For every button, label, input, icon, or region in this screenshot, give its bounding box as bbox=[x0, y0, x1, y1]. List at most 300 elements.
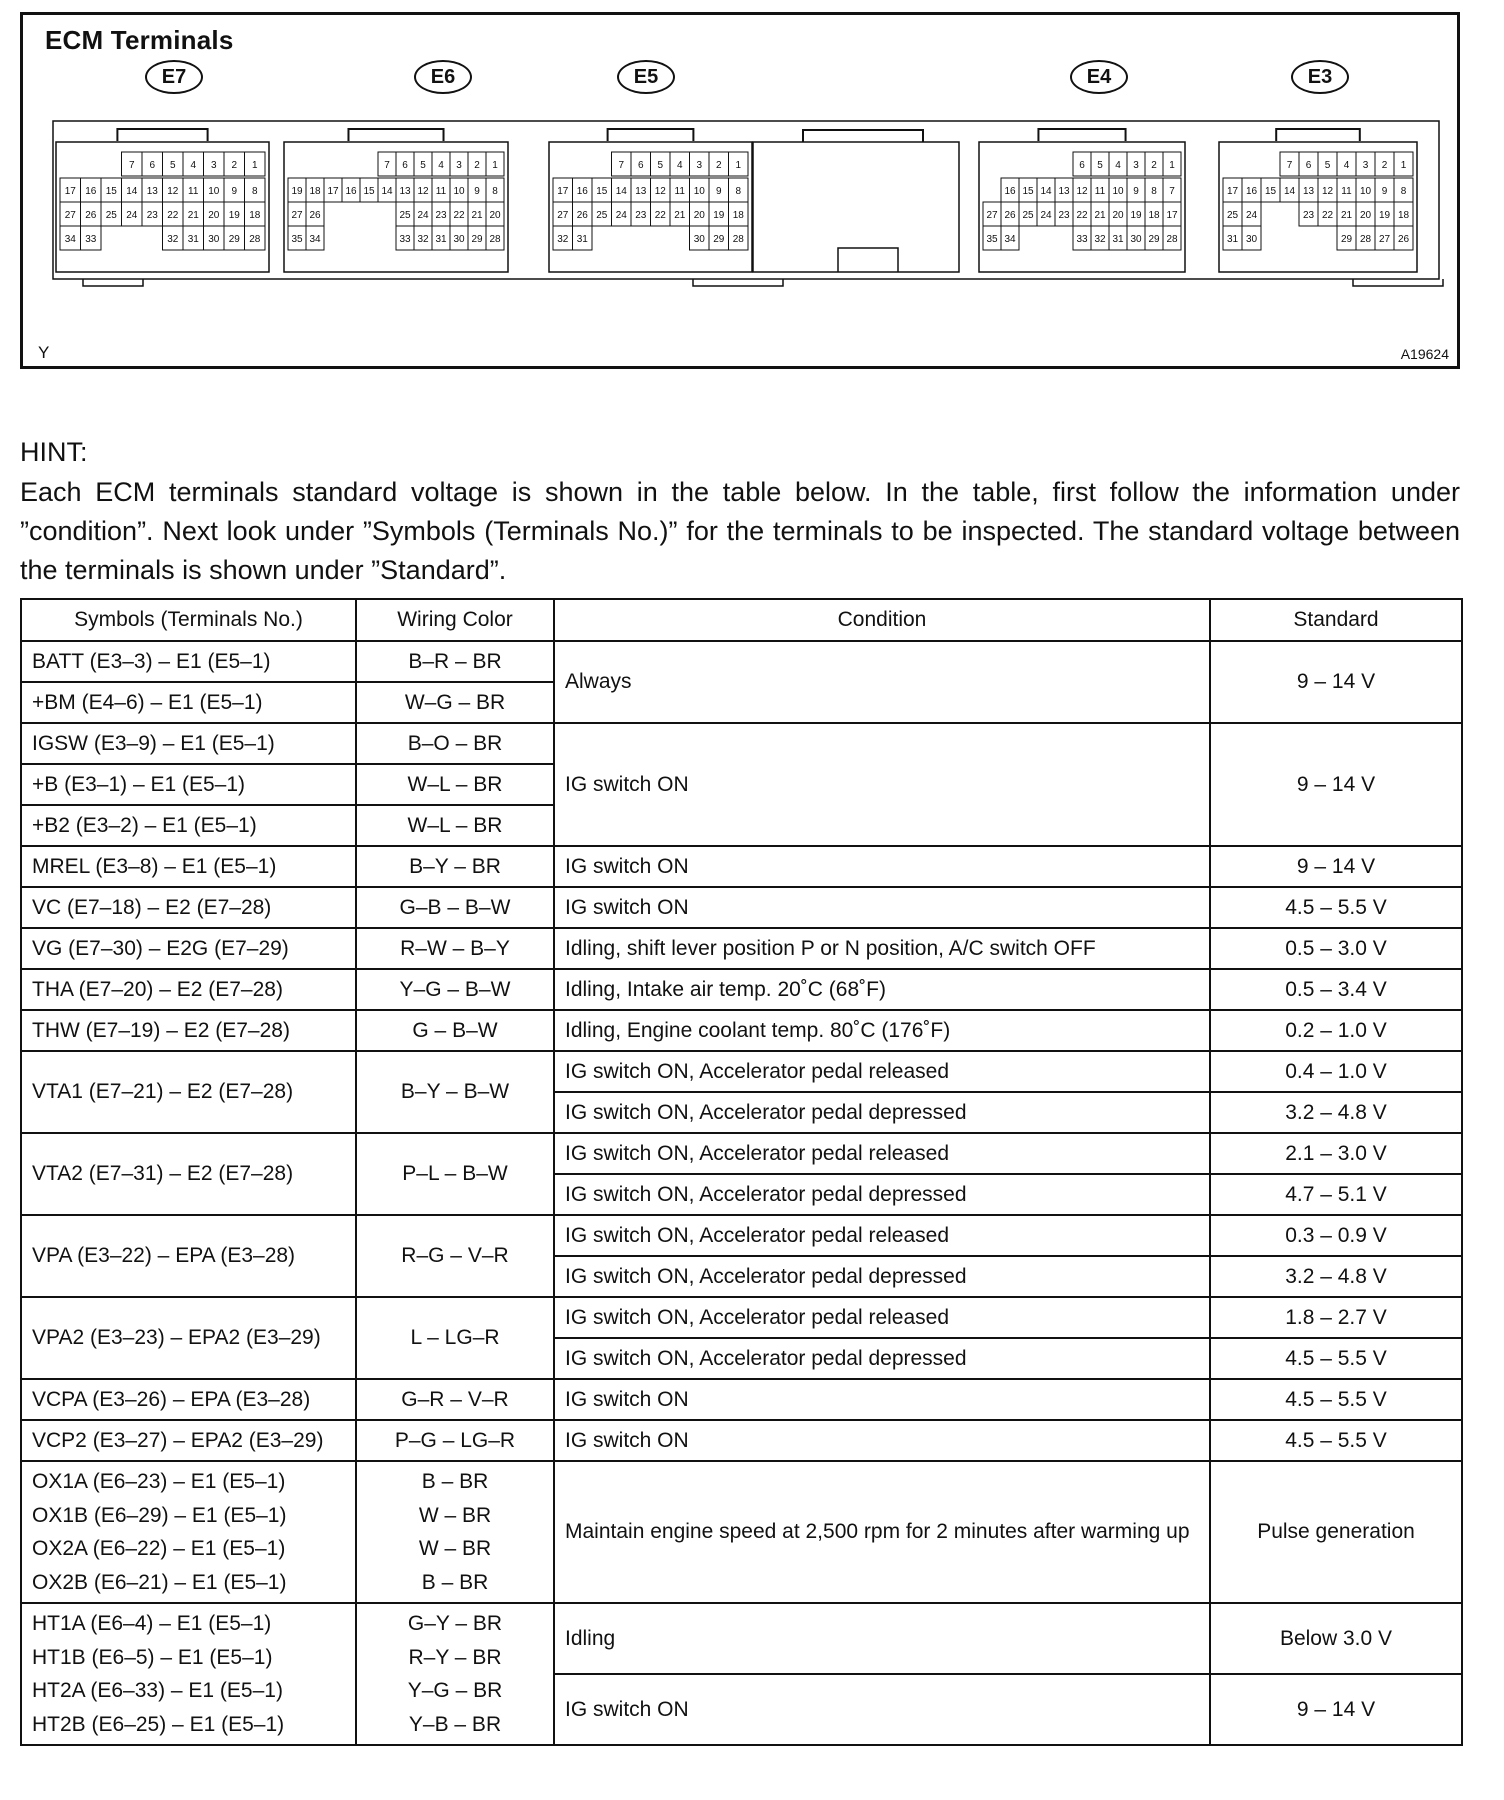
symbol-line: HT2B (E6–25) – E1 (E5–1) bbox=[32, 1712, 285, 1736]
pin-number: 20 bbox=[1112, 210, 1124, 221]
pin-number: 23 bbox=[635, 210, 647, 221]
pin-number: 11 bbox=[435, 186, 447, 197]
pin-number: 16 bbox=[1004, 186, 1016, 197]
housing-tab bbox=[693, 279, 783, 286]
pin-number: 21 bbox=[1094, 210, 1106, 221]
pin-number: 17 bbox=[557, 186, 569, 197]
connector-key bbox=[1276, 129, 1360, 141]
pin-number: 33 bbox=[1076, 234, 1088, 245]
header-standard: Standard bbox=[1210, 599, 1462, 641]
pin-number: 21 bbox=[1340, 210, 1353, 221]
wiring-color-cell: R–W – B–Y bbox=[356, 928, 554, 969]
pin-number: 13 bbox=[399, 186, 411, 197]
pin-number: 16 bbox=[576, 186, 588, 197]
symbol-cell: VCPA (E3–26) – EPA (E3–28) bbox=[21, 1379, 356, 1420]
connector-diagram bbox=[23, 15, 1457, 366]
pin-number: 2 bbox=[474, 160, 480, 171]
symbol-line: HT1B (E6–5) – E1 (E5–1) bbox=[32, 1645, 273, 1669]
pin-number: 7 bbox=[618, 160, 625, 171]
connector-label-e4: E4 bbox=[1070, 60, 1128, 94]
pin-number: 3 bbox=[456, 160, 462, 171]
table-row bbox=[21, 1461, 1462, 1603]
wiring-color-cell: B–O – BR bbox=[356, 723, 554, 764]
table-row bbox=[21, 723, 1462, 764]
pin-number: 33 bbox=[399, 234, 411, 245]
standard-cell: 4.5 – 5.5 V bbox=[1210, 1420, 1462, 1461]
center-block-key bbox=[803, 130, 923, 142]
pin-number: 10 bbox=[693, 186, 705, 197]
condition-cell: IG switch ON bbox=[554, 846, 1210, 887]
pin-number: 15 bbox=[1022, 186, 1034, 197]
table-row bbox=[21, 1379, 1462, 1420]
pin-number: 29 bbox=[228, 234, 240, 245]
pin-number: 10 bbox=[208, 186, 220, 197]
pin-number: 4 bbox=[1115, 160, 1121, 171]
pin-number: 27 bbox=[64, 210, 76, 221]
symbol-line: HT1A (E6–4) – E1 (E5–1) bbox=[32, 1612, 272, 1635]
symbol-cell: BATT (E3–3) – E1 (E5–1) bbox=[21, 641, 356, 682]
standard-cell: 4.5 – 5.5 V bbox=[1210, 1338, 1462, 1379]
figure-corner-letter: Y bbox=[38, 343, 50, 362]
condition-cell: IG switch ON, Accelerator pedal released bbox=[554, 1051, 1210, 1092]
pin-number: 20 bbox=[489, 210, 501, 221]
pin-number: 25 bbox=[105, 210, 117, 221]
pin-number: 26 bbox=[1397, 234, 1410, 245]
pin-number: 9 bbox=[474, 186, 480, 197]
condition-cell: IG switch ON bbox=[554, 1420, 1210, 1461]
wiring-color-cell: L – LG–R bbox=[356, 1297, 554, 1379]
wiring-color-cell: P–L – B–W bbox=[356, 1133, 554, 1215]
pin-number: 3 bbox=[210, 160, 217, 171]
table-row bbox=[21, 846, 1462, 887]
pin-number: 12 bbox=[654, 186, 666, 197]
pin-number: 7 bbox=[384, 160, 390, 171]
pin-number: 28 bbox=[489, 234, 501, 245]
symbol-cell: THA (E7–20) – E2 (E7–28) bbox=[21, 969, 356, 1010]
wiring-color-cell: G–B – B–W bbox=[356, 887, 554, 928]
symbol-line: OX1A (E6–23) – E1 (E5–1) bbox=[32, 1470, 286, 1493]
connector-key bbox=[608, 129, 694, 141]
pin-number: 15 bbox=[363, 186, 375, 197]
symbol-cell: THW (E7–19) – E2 (E7–28) bbox=[21, 1010, 356, 1051]
pin-number: 14 bbox=[1283, 186, 1296, 197]
table-row bbox=[21, 1297, 1462, 1338]
pin-number: 32 bbox=[1094, 234, 1106, 245]
wiring-color-cell: G – B–W bbox=[356, 1010, 554, 1051]
pin-number: 17 bbox=[327, 186, 339, 197]
pin-number: 15 bbox=[1264, 186, 1277, 197]
pin-number: 5 bbox=[1324, 160, 1331, 171]
standard-cell: 3.2 – 4.8 V bbox=[1210, 1256, 1462, 1297]
condition-cell: IG switch ON bbox=[554, 1674, 1210, 1745]
pin-number: 1 bbox=[1169, 160, 1175, 171]
symbol-cell: +BM (E4–6) – E1 (E5–1) bbox=[21, 682, 356, 723]
pin-number: 29 bbox=[1340, 234, 1353, 245]
standard-cell: 2.1 – 3.0 V bbox=[1210, 1133, 1462, 1174]
pin-number: 17 bbox=[1166, 210, 1178, 221]
color-line: B – BR bbox=[421, 1570, 489, 1594]
pin-number: 27 bbox=[291, 210, 303, 221]
figure-title: ECM Terminals bbox=[45, 25, 234, 55]
pin-number: 7 bbox=[128, 160, 135, 171]
pin-number: 7 bbox=[1286, 160, 1293, 171]
color-line: G–Y – BR bbox=[407, 1612, 503, 1635]
pin-number: 26 bbox=[576, 210, 588, 221]
pin-number: 15 bbox=[105, 186, 117, 197]
pin-number: 3 bbox=[1133, 160, 1139, 171]
pin-number: 18 bbox=[732, 210, 744, 221]
hint-heading: HINT: bbox=[20, 437, 88, 467]
wiring-color-cell: B–R – BR bbox=[356, 641, 554, 682]
pin-number: 31 bbox=[1226, 234, 1239, 245]
pin-number: 4 bbox=[1343, 160, 1350, 171]
standard-cell: Below 3.0 V bbox=[1210, 1603, 1462, 1674]
pin-number: 6 bbox=[1079, 160, 1085, 171]
table-row bbox=[21, 1603, 1462, 1674]
standard-cell: 0.4 – 1.0 V bbox=[1210, 1051, 1462, 1092]
connector-label-e3: E3 bbox=[1291, 60, 1349, 94]
pin-number: 21 bbox=[187, 210, 199, 221]
pin-number: 25 bbox=[596, 210, 608, 221]
standard-cell: 0.3 – 0.9 V bbox=[1210, 1215, 1462, 1256]
wiring-color-cell: P–G – LG–R bbox=[356, 1420, 554, 1461]
pin-number: 4 bbox=[190, 160, 197, 171]
table-row bbox=[21, 1010, 1462, 1051]
table-row bbox=[21, 887, 1462, 928]
symbol-cell: MREL (E3–8) – E1 (E5–1) bbox=[21, 846, 356, 887]
pin-number: 11 bbox=[674, 186, 685, 197]
symbol-cell: VPA (E3–22) – EPA (E3–28) bbox=[21, 1215, 356, 1297]
pin-number: 17 bbox=[1226, 186, 1239, 197]
pin-number: 23 bbox=[1058, 210, 1070, 221]
pin-number: 24 bbox=[1040, 210, 1052, 221]
pin-number: 19 bbox=[291, 186, 303, 197]
pin-number: 4 bbox=[676, 160, 683, 171]
condition-cell: IG switch ON, Accelerator pedal depressed bbox=[554, 1256, 1210, 1297]
symbol-cell: VG (E7–30) – E2G (E7–29) bbox=[21, 928, 356, 969]
pin-number: 34 bbox=[1004, 234, 1016, 245]
pin-number: 22 bbox=[167, 210, 179, 221]
symbol-line: OX2A (E6–22) – E1 (E5–1) bbox=[32, 1537, 286, 1560]
pin-number: 27 bbox=[1378, 234, 1391, 245]
connector-label-e6: E6 bbox=[414, 60, 472, 94]
pin-number: 5 bbox=[169, 160, 176, 171]
symbol-cell: VC (E7–18) – E2 (E7–28) bbox=[21, 887, 356, 928]
housing-tab bbox=[83, 279, 143, 286]
wiring-color-cell: W–L – BR bbox=[356, 805, 554, 846]
wiring-color-cell bbox=[356, 1461, 554, 1603]
pin-number: 19 bbox=[713, 210, 725, 221]
pin-number: 32 bbox=[557, 234, 569, 245]
symbol-cell bbox=[21, 1461, 356, 1603]
standard-cell: Pulse generation bbox=[1210, 1461, 1462, 1603]
pin-number: 30 bbox=[693, 234, 705, 245]
table-row bbox=[21, 641, 1462, 682]
condition-cell: Idling, shift lever position P or N position, A/C switch OFF bbox=[554, 928, 1210, 969]
pin-number: 23 bbox=[435, 210, 447, 221]
color-line: W – BR bbox=[418, 1503, 492, 1527]
ecm-terminal-table bbox=[20, 598, 1463, 1746]
color-line: R–Y – BR bbox=[408, 1645, 502, 1669]
pin-number: 19 bbox=[228, 210, 240, 221]
pin-number: 27 bbox=[986, 210, 998, 221]
pin-number: 10 bbox=[453, 186, 465, 197]
pin-number: 33 bbox=[85, 234, 97, 245]
pin-number: 2 bbox=[231, 160, 238, 171]
connector-key bbox=[1038, 129, 1125, 141]
pin-number: 18 bbox=[1148, 210, 1160, 221]
symbol-cell: VPA2 (E3–23) – EPA2 (E3–29) bbox=[21, 1297, 356, 1379]
pin-number: 11 bbox=[1341, 186, 1352, 197]
color-line: Y–G – BR bbox=[407, 1679, 503, 1702]
pin-number: 21 bbox=[674, 210, 686, 221]
pin-number: 35 bbox=[986, 234, 998, 245]
wiring-color-cell: B–Y – B–W bbox=[356, 1051, 554, 1133]
pin-number: 19 bbox=[1378, 210, 1391, 221]
color-line: W – BR bbox=[418, 1537, 492, 1560]
pin-number: 8 bbox=[1400, 186, 1407, 197]
symbol-cell: VTA1 (E7–21) – E2 (E7–28) bbox=[21, 1051, 356, 1133]
pin-number: 3 bbox=[696, 160, 703, 171]
header-condition: Condition bbox=[554, 599, 1210, 641]
pin-number: 8 bbox=[1151, 186, 1157, 197]
connector-label-e5: E5 bbox=[617, 60, 675, 94]
pin-number: 32 bbox=[417, 234, 429, 245]
symbol-cell: VTA2 (E7–31) – E2 (E7–28) bbox=[21, 1133, 356, 1215]
pin-number: 17 bbox=[64, 186, 76, 197]
pin-number: 31 bbox=[576, 234, 588, 245]
pin-number: 19 bbox=[1130, 210, 1142, 221]
pin-number: 6 bbox=[637, 160, 644, 171]
pin-number: 24 bbox=[615, 210, 627, 221]
symbol-cell: +B (E3–1) – E1 (E5–1) bbox=[21, 764, 356, 805]
condition-cell: Idling, Engine coolant temp. 80˚C (176˚F) bbox=[554, 1010, 1210, 1051]
pin-number: 34 bbox=[64, 234, 76, 245]
pin-number: 2 bbox=[1381, 160, 1388, 171]
pin-number: 32 bbox=[167, 234, 179, 245]
pin-number: 16 bbox=[345, 186, 357, 197]
color-line: Y–B – BR bbox=[408, 1712, 502, 1736]
table-row bbox=[21, 1215, 1462, 1256]
pin-number: 14 bbox=[126, 186, 138, 197]
pin-number: 28 bbox=[732, 234, 744, 245]
pin-number: 18 bbox=[1397, 210, 1410, 221]
pin-number: 1 bbox=[492, 160, 498, 171]
pin-number: 13 bbox=[1058, 186, 1070, 197]
pin-number: 6 bbox=[402, 160, 408, 171]
pin-number: 16 bbox=[85, 186, 97, 197]
pin-number: 14 bbox=[381, 186, 393, 197]
symbol-line: HT2A (E6–33) – E1 (E5–1) bbox=[32, 1679, 283, 1702]
pin-number: 22 bbox=[654, 210, 666, 221]
pin-number: 29 bbox=[1148, 234, 1160, 245]
pin-number: 1 bbox=[251, 160, 258, 171]
pin-number: 35 bbox=[291, 234, 303, 245]
pin-number: 10 bbox=[1112, 186, 1124, 197]
condition-cell: IG switch ON, Accelerator pedal released bbox=[554, 1215, 1210, 1256]
wiring-color-cell: W–L – BR bbox=[356, 764, 554, 805]
table-row bbox=[21, 969, 1462, 1010]
table-row bbox=[21, 928, 1462, 969]
wiring-color-cell: R–G – V–R bbox=[356, 1215, 554, 1297]
standard-cell: 9 – 14 V bbox=[1210, 846, 1462, 887]
pin-number: 20 bbox=[208, 210, 220, 221]
wiring-color-cell: Y–G – B–W bbox=[356, 969, 554, 1010]
table-row bbox=[21, 1133, 1462, 1174]
table-row bbox=[21, 1051, 1462, 1092]
pin-number: 20 bbox=[693, 210, 705, 221]
pin-number: 4 bbox=[438, 160, 444, 171]
condition-cell: IG switch ON bbox=[554, 887, 1210, 928]
condition-cell: Idling bbox=[554, 1603, 1210, 1674]
standard-cell: 0.5 – 3.4 V bbox=[1210, 969, 1462, 1010]
connector-key bbox=[117, 129, 207, 141]
symbol-cell: +B2 (E3–2) – E1 (E5–1) bbox=[21, 805, 356, 846]
pin-number: 12 bbox=[167, 186, 179, 197]
pin-number: 7 bbox=[1169, 186, 1175, 197]
pin-number: 12 bbox=[417, 186, 429, 197]
standard-cell: 4.5 – 5.5 V bbox=[1210, 1379, 1462, 1420]
pin-number: 26 bbox=[309, 210, 321, 221]
pin-number: 24 bbox=[126, 210, 138, 221]
pin-number: 25 bbox=[1022, 210, 1034, 221]
pin-number: 24 bbox=[417, 210, 429, 221]
standard-cell: 1.8 – 2.7 V bbox=[1210, 1297, 1462, 1338]
pin-number: 18 bbox=[249, 210, 261, 221]
pin-number: 29 bbox=[713, 234, 725, 245]
pin-number: 9 bbox=[1133, 186, 1139, 197]
color-line: B – BR bbox=[421, 1470, 489, 1493]
condition-cell: Idling, Intake air temp. 20˚C (68˚F) bbox=[554, 969, 1210, 1010]
pin-number: 31 bbox=[1112, 234, 1124, 245]
wiring-color-cell: W–G – BR bbox=[356, 682, 554, 723]
header-symbols: Symbols (Terminals No.) bbox=[21, 599, 356, 641]
pin-number: 25 bbox=[399, 210, 411, 221]
table-header-row bbox=[21, 599, 1462, 641]
condition-cell: IG switch ON bbox=[554, 723, 1210, 846]
pin-number: 28 bbox=[1166, 234, 1178, 245]
standard-cell: 9 – 14 V bbox=[1210, 723, 1462, 846]
pin-number: 21 bbox=[471, 210, 483, 221]
condition-cell: IG switch ON, Accelerator pedal released bbox=[554, 1133, 1210, 1174]
pin-number: 28 bbox=[1359, 234, 1372, 245]
pin-number: 26 bbox=[85, 210, 97, 221]
symbol-line: OX2B (E6–21) – E1 (E5–1) bbox=[32, 1570, 287, 1594]
pin-number: 34 bbox=[309, 234, 321, 245]
pin-number: 9 bbox=[231, 186, 238, 197]
pin-number: 23 bbox=[1302, 210, 1315, 221]
housing-tab bbox=[1353, 279, 1443, 286]
pin-number: 14 bbox=[615, 186, 627, 197]
wiring-color-cell: B–Y – BR bbox=[356, 846, 554, 887]
pin-number: 13 bbox=[1302, 186, 1315, 197]
pin-number: 30 bbox=[1245, 234, 1258, 245]
pin-number: 30 bbox=[453, 234, 465, 245]
condition-cell: IG switch ON, Accelerator pedal released bbox=[554, 1297, 1210, 1338]
wiring-color-cell bbox=[356, 1603, 554, 1745]
pin-number: 8 bbox=[735, 186, 742, 197]
pin-number: 8 bbox=[251, 186, 258, 197]
pin-number: 9 bbox=[1381, 186, 1388, 197]
connector-key bbox=[348, 129, 443, 141]
symbol-cell: VCP2 (E3–27) – EPA2 (E3–29) bbox=[21, 1420, 356, 1461]
standard-cell: 9 – 14 V bbox=[1210, 1674, 1462, 1745]
pin-number: 30 bbox=[1130, 234, 1142, 245]
pin-number: 16 bbox=[1245, 186, 1258, 197]
pin-number: 22 bbox=[453, 210, 465, 221]
ecm-terminals-figure bbox=[20, 12, 1460, 369]
standard-cell: 3.2 – 4.8 V bbox=[1210, 1092, 1462, 1133]
symbol-cell: IGSW (E3–9) – E1 (E5–1) bbox=[21, 723, 356, 764]
pin-number: 26 bbox=[1004, 210, 1016, 221]
pin-number: 5 bbox=[1097, 160, 1103, 171]
pin-number: 1 bbox=[735, 160, 742, 171]
pin-number: 22 bbox=[1321, 210, 1334, 221]
standard-cell: 9 – 14 V bbox=[1210, 641, 1462, 723]
center-block bbox=[753, 142, 959, 272]
pin-number: 9 bbox=[715, 186, 722, 197]
standard-cell: 4.7 – 5.1 V bbox=[1210, 1174, 1462, 1215]
pin-number: 11 bbox=[188, 186, 199, 197]
condition-cell: IG switch ON, Accelerator pedal depressed bbox=[554, 1338, 1210, 1379]
pin-number: 29 bbox=[471, 234, 483, 245]
pin-number: 10 bbox=[1359, 186, 1372, 197]
pin-number: 30 bbox=[208, 234, 220, 245]
pin-number: 3 bbox=[1362, 160, 1369, 171]
pin-number: 13 bbox=[635, 186, 647, 197]
pin-number: 5 bbox=[420, 160, 426, 171]
symbol-line: OX1B (E6–29) – E1 (E5–1) bbox=[32, 1503, 287, 1527]
header-wiring-color: Wiring Color bbox=[356, 599, 554, 641]
pin-number: 5 bbox=[657, 160, 664, 171]
figure-code: A19624 bbox=[1400, 346, 1449, 362]
table-row bbox=[21, 1420, 1462, 1461]
pin-number: 1 bbox=[1400, 160, 1407, 171]
condition-cell: IG switch ON, Accelerator pedal depressed bbox=[554, 1174, 1210, 1215]
condition-cell: Always bbox=[554, 641, 1210, 723]
hint-body: Each ECM terminals standard voltage is shown in the table below. In the table, first follow the information under ”condition”. Next look under ”Symbols (Terminals No.)” for the terminals to be inspected. The standard voltage between the terminals is shown under ”Standard”. bbox=[20, 477, 1460, 585]
standard-cell: 4.5 – 5.5 V bbox=[1210, 887, 1462, 928]
pin-number: 27 bbox=[557, 210, 569, 221]
pin-number: 6 bbox=[149, 160, 156, 171]
condition-cell: IG switch ON, Accelerator pedal depressed bbox=[554, 1092, 1210, 1133]
pin-number: 22 bbox=[1076, 210, 1088, 221]
pin-number: 12 bbox=[1321, 186, 1334, 197]
wiring-color-cell: G–R – V–R bbox=[356, 1379, 554, 1420]
connector-label-e7: E7 bbox=[145, 60, 203, 94]
pin-number: 8 bbox=[492, 186, 498, 197]
symbol-cell bbox=[21, 1603, 356, 1745]
pin-number: 28 bbox=[249, 234, 261, 245]
pin-number: 2 bbox=[715, 160, 722, 171]
pin-number: 23 bbox=[146, 210, 158, 221]
pin-number: 25 bbox=[1226, 210, 1239, 221]
pin-number: 18 bbox=[309, 186, 321, 197]
pin-number: 11 bbox=[1094, 186, 1106, 197]
condition-cell: IG switch ON bbox=[554, 1379, 1210, 1420]
pin-number: 20 bbox=[1359, 210, 1372, 221]
pin-number: 24 bbox=[1245, 210, 1258, 221]
pin-number: 2 bbox=[1151, 160, 1157, 171]
pin-number: 6 bbox=[1305, 160, 1312, 171]
pin-number: 12 bbox=[1076, 186, 1088, 197]
pin-number: 14 bbox=[1040, 186, 1052, 197]
standard-cell: 0.5 – 3.0 V bbox=[1210, 928, 1462, 969]
standard-cell: 0.2 – 1.0 V bbox=[1210, 1010, 1462, 1051]
pin-number: 31 bbox=[435, 234, 447, 245]
pin-number: 13 bbox=[146, 186, 158, 197]
pin-number: 15 bbox=[596, 186, 608, 197]
